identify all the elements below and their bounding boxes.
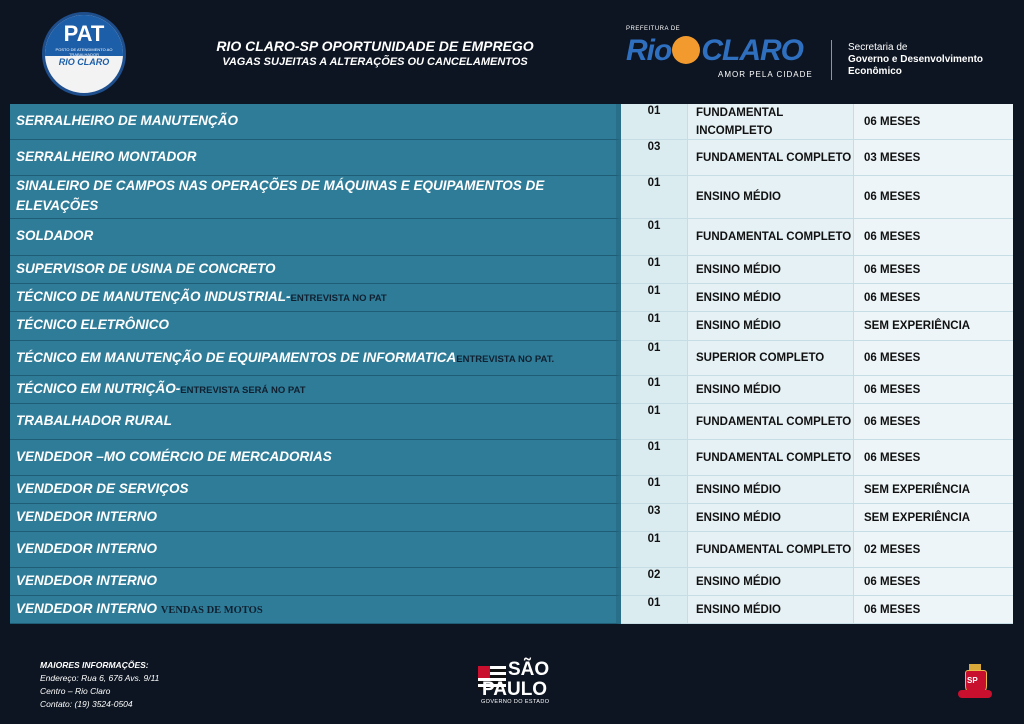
job-title-cell (10, 476, 621, 504)
table-row (10, 504, 1013, 532)
job-education: ENSINO MÉDIO (687, 596, 853, 623)
job-title-cell (10, 176, 621, 219)
job-quantity: 01 (647, 177, 661, 189)
job-experience: 02 MESES (853, 532, 1013, 567)
job-title: VENDEDOR INTERNO (16, 508, 158, 524)
rio-claro-logo (626, 26, 826, 86)
job-details (621, 596, 1013, 624)
secretaria-line2: Governo e Desenvolvimento (848, 54, 984, 65)
sp-logo-line1: SÃO (508, 659, 550, 680)
banner-icon (958, 690, 992, 698)
job-experience: 06 MESES (853, 284, 1013, 311)
coat-of-arms-icon (958, 664, 992, 704)
job-title: TÉCNICO ELETRÔNICO (16, 317, 170, 332)
table-row (10, 219, 1013, 256)
sp-logo-line3: GOVERNO DO ESTADO (481, 699, 550, 705)
table-row (10, 284, 1013, 312)
job-education: ENSINO MÉDIO (687, 568, 853, 595)
job-education: FUNDAMENTAL COMPLETO (687, 140, 853, 175)
job-title-cell (10, 404, 621, 440)
job-details (621, 312, 1013, 341)
pat-logo (42, 12, 126, 96)
job-education: ENSINO MÉDIO (687, 376, 853, 403)
job-experience: 06 MESES (853, 341, 1013, 375)
job-quantity: 01 (647, 285, 661, 297)
job-title-cell (10, 341, 621, 376)
job-title: VENDEDOR INTERNO (16, 572, 158, 588)
job-details (621, 140, 1013, 176)
job-education: ENSINO MÉDIO (687, 476, 853, 503)
job-education: FUNDAMENTAL COMPLETO (687, 440, 853, 475)
job-details (621, 476, 1013, 504)
sao-paulo-government-logo (478, 660, 554, 708)
job-title-cell (10, 376, 621, 404)
job-title-cell (10, 596, 621, 624)
job-education: ENSINO MÉDIO (687, 256, 853, 283)
job-experience: 06 MESES (853, 404, 1013, 439)
job-details (621, 504, 1013, 532)
job-education: ENSINO MÉDIO (687, 176, 853, 218)
job-note: ENTREVISTA NO PAT (290, 292, 387, 304)
job-quantity: 01 (647, 441, 661, 453)
job-title-cell (10, 104, 621, 140)
job-quantity: 01 (647, 533, 661, 545)
job-title-cell (10, 140, 621, 176)
job-quantity: 01 (647, 377, 661, 389)
job-experience: 06 MESES (853, 596, 1013, 623)
job-experience: 06 MESES (853, 176, 1013, 218)
table-row (10, 256, 1013, 284)
secretaria-line1: Secretaria de (848, 42, 908, 53)
job-experience: SEM EXPERIÊNCIA (853, 476, 1013, 503)
contact-district: Centro – Rio Claro (40, 686, 111, 696)
pat-logo-subtitle: POSTO DE ATENDIMENTO AO TRABALHADOR (55, 47, 113, 57)
job-note: ENTREVISTA SERÁ NO PAT (180, 384, 306, 396)
job-experience: 06 MESES (853, 440, 1013, 475)
logo-divider (831, 40, 832, 80)
job-title-cell (10, 256, 621, 284)
job-title: SUPERVISOR DE USINA DE CONCRETO (16, 260, 276, 276)
job-title-cell (10, 440, 621, 476)
job-details (621, 404, 1013, 440)
header-titles (190, 38, 560, 70)
job-title: TÉCNICO EM MANUTENÇÃO DE EQUIPAMENTOS DE INFORMATICA (16, 349, 457, 365)
page-title: RIO CLARO-SP OPORTUNIDADE DE EMPREGO (216, 38, 534, 54)
job-quantity: 01 (647, 597, 661, 609)
table-row (10, 596, 1013, 624)
job-quantity: 03 (647, 141, 661, 153)
secretaria-line3: Econômico (848, 66, 902, 77)
table-row (10, 568, 1013, 596)
job-details (621, 256, 1013, 284)
job-title-cell (10, 504, 621, 532)
coat-letters: SP (967, 676, 978, 685)
job-experience: SEM EXPERIÊNCIA (853, 504, 1013, 531)
table-row (10, 532, 1013, 568)
table-row (10, 341, 1013, 376)
pat-logo-city: RIO CLARO (58, 57, 110, 68)
rio-claro-logo-name (626, 34, 803, 68)
job-title: VENDEDOR INTERNO (16, 540, 158, 556)
job-details (621, 104, 1013, 140)
job-experience: 06 MESES (853, 256, 1013, 283)
job-quantity: 02 (647, 569, 661, 581)
job-details (621, 532, 1013, 568)
job-quantity: 01 (647, 257, 661, 269)
job-experience: SEM EXPERIÊNCIA (853, 312, 1013, 340)
rio-claro-logo-prefix: PREFEITURA DE (626, 26, 681, 32)
rio-claro-logo-name-b: CLARO (701, 34, 803, 67)
job-education: ENSINO MÉDIO (687, 312, 853, 340)
job-education: ENSINO MÉDIO (687, 504, 853, 531)
job-details (621, 176, 1013, 219)
job-education: SUPERIOR COMPLETO (687, 341, 853, 375)
table-row (10, 476, 1013, 504)
secretaria-label (848, 42, 983, 78)
job-title: VENDEDOR –MO COMÉRCIO DE MERCADORIAS (16, 448, 332, 464)
job-note: VENDAS DE MOTOS (160, 604, 263, 616)
job-details (621, 376, 1013, 404)
job-title: SOLDADOR (16, 228, 94, 243)
rio-claro-logo-name-a: Rio (626, 34, 672, 67)
job-education: FUNDAMENTAL COMPLETO (687, 219, 853, 255)
table-row (10, 104, 1013, 140)
job-quantity: 01 (647, 105, 661, 117)
job-title-cell (10, 568, 621, 596)
job-title-cell (10, 312, 621, 341)
job-title: TÉCNICO DE MANUTENÇÃO INDUSTRIAL- (16, 288, 291, 304)
table-row (10, 404, 1013, 440)
pat-logo-word: PAT (63, 21, 105, 46)
job-experience: 03 MESES (853, 140, 1013, 175)
job-quantity: 01 (647, 477, 661, 489)
table-row (10, 440, 1013, 476)
job-experience: 06 MESES (853, 568, 1013, 595)
job-education: FUNDAMENTAL COMPLETO (687, 404, 853, 439)
job-title-cell (10, 532, 621, 568)
location-pin-icon (672, 36, 700, 64)
job-title-cell (10, 219, 621, 256)
page-subtitle: VAGAS SUJEITAS A ALTERAÇÕES OU CANCELAMENTOS (222, 56, 528, 68)
job-table (10, 104, 1013, 624)
sp-logo-line2: PAULO (482, 679, 548, 700)
contact-phone: Contato: (19) 3524-0504 (40, 699, 133, 709)
job-title-cell (10, 284, 621, 312)
job-details (621, 341, 1013, 376)
job-details (621, 568, 1013, 596)
job-education: FUNDAMENTAL INCOMPLETO (687, 104, 853, 139)
job-title: SINALEIRO DE CAMPOS NAS OPERAÇÕES DE MÁQUINAS E EQUIPAMENTOS DE ELEVAÇÕES (16, 178, 545, 213)
job-title: SERRALHEIRO MONTADOR (16, 148, 197, 164)
rio-claro-logo-tagline: AMOR PELA CIDADE (718, 70, 813, 79)
table-row (10, 376, 1013, 404)
job-title: SERRALHEIRO DE MANUTENÇÃO (16, 112, 239, 128)
job-quantity: 03 (647, 505, 661, 517)
contact-heading: MAIORES INFORMAÇÕES: (40, 660, 149, 670)
job-experience: 06 MESES (853, 104, 1013, 139)
job-quantity: 01 (647, 342, 661, 354)
job-title: VENDEDOR INTERNO (16, 600, 161, 616)
contact-info (40, 659, 159, 711)
job-education: FUNDAMENTAL COMPLETO (687, 532, 853, 567)
job-experience: 06 MESES (853, 219, 1013, 255)
job-details (621, 219, 1013, 256)
job-experience: 06 MESES (853, 376, 1013, 403)
job-title: TRABALHADOR RURAL (16, 412, 172, 428)
table-row (10, 176, 1013, 219)
job-education: ENSINO MÉDIO (687, 284, 853, 311)
table-row (10, 140, 1013, 176)
job-note: ENTREVISTA NO PAT. (456, 353, 555, 365)
job-title: VENDEDOR DE SERVIÇOS (16, 480, 189, 496)
job-details (621, 440, 1013, 476)
job-details (621, 284, 1013, 312)
job-title: TÉCNICO EM NUTRIÇÃO- (16, 380, 181, 396)
contact-address: Endereço: Rua 6, 676 Avs. 9/11 (40, 673, 160, 683)
job-quantity: 01 (647, 220, 661, 232)
table-row (10, 312, 1013, 341)
job-quantity: 01 (647, 313, 661, 325)
job-quantity: 01 (647, 405, 661, 417)
